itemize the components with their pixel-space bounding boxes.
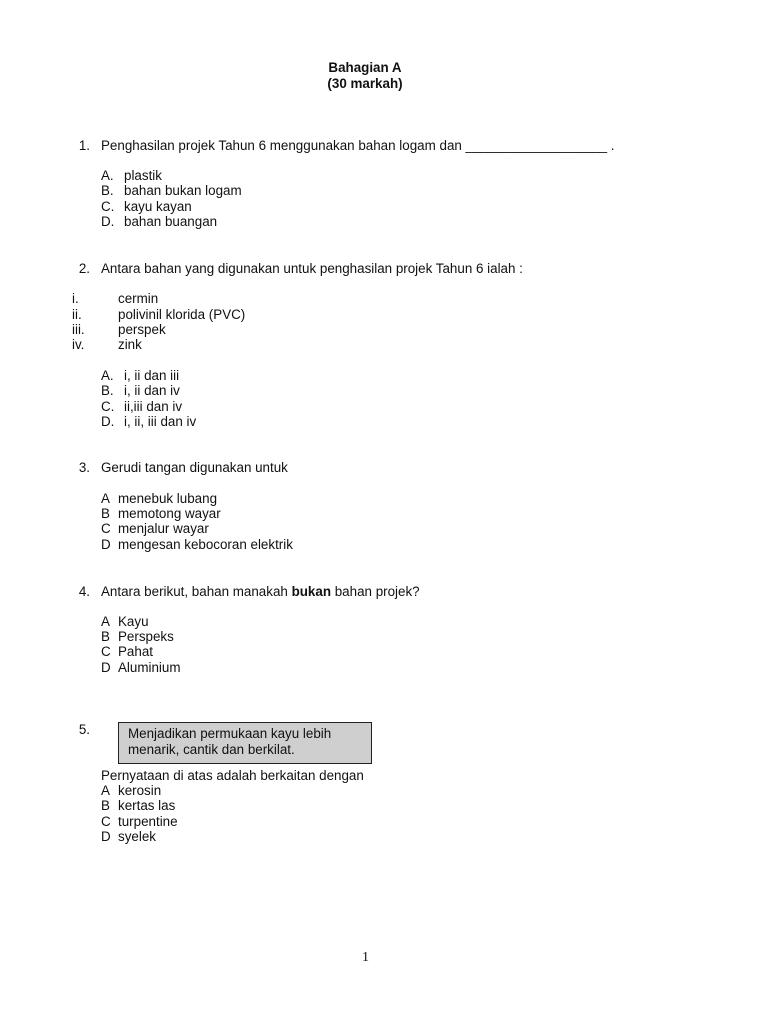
emphasis-word: bukan — [291, 584, 332, 599]
option-text: i, ii dan iii — [124, 368, 180, 383]
option-label: C. — [101, 199, 115, 214]
page-number: 1 — [362, 950, 369, 965]
option-label: A — [101, 614, 110, 629]
option-label: B — [101, 506, 110, 521]
option-text: i, ii dan iv — [124, 383, 180, 398]
option-text: menjalur wayar — [118, 521, 209, 536]
question-number: 2. — [78, 261, 90, 276]
option-text: mengesan kebocoran elektrik — [118, 537, 293, 552]
question-number: 4. — [78, 584, 90, 599]
option-text: syelek — [118, 829, 156, 844]
question-text: Pernyataan di atas adalah berkaitan dengan — [101, 768, 364, 783]
item-text: polivinil klorida (PVC) — [118, 307, 246, 322]
option-text: plastik — [124, 168, 162, 183]
option-text: ii,iii dan iv — [124, 399, 183, 414]
option-text: menebuk lubang — [118, 491, 218, 506]
option-text: bahan bukan logam — [124, 183, 242, 198]
question-text-end: bahan projek? — [331, 584, 420, 599]
item-label: i. — [72, 291, 79, 306]
option-text: Pahat — [118, 644, 153, 659]
question-text — [101, 584, 420, 599]
item-text: cermin — [118, 291, 159, 306]
option-label: D — [101, 537, 111, 552]
option-label: C — [101, 644, 111, 659]
option-text: kayu kayan — [124, 199, 192, 214]
option-label: D. — [101, 414, 115, 429]
statement-box: Menjadikan permukaan kayu lebih menarik, cantik dan berkilat. — [118, 722, 372, 764]
question-number: 5. — [78, 722, 90, 737]
option-text: Aluminium — [118, 660, 181, 675]
question-text-start: Antara berikut, bahan manakah — [101, 584, 292, 599]
option-label: A. — [101, 168, 114, 183]
option-label: B. — [101, 183, 114, 198]
option-label: B — [101, 798, 110, 813]
option-text: Kayu — [118, 614, 149, 629]
option-text: memotong wayar — [118, 506, 221, 521]
option-text: kertas las — [118, 798, 176, 813]
item-label: iv. — [72, 337, 85, 352]
item-label: iii. — [72, 322, 85, 337]
option-label: A — [101, 491, 110, 506]
section-title: Bahagian A — [328, 60, 402, 75]
option-label: C. — [101, 399, 115, 414]
option-label: A. — [101, 368, 114, 383]
option-label: D — [101, 829, 111, 844]
option-label: D — [101, 660, 111, 675]
option-label: B — [101, 629, 110, 644]
option-text: i, ii, iii dan iv — [124, 414, 197, 429]
question-text: Gerudi tangan digunakan untuk — [101, 460, 288, 475]
option-label: D. — [101, 214, 115, 229]
option-text: Perspeks — [118, 629, 174, 644]
question-number: 3. — [78, 460, 90, 475]
option-label: A — [101, 783, 110, 798]
item-text: perspek — [118, 322, 166, 337]
question-text: Antara bahan yang digunakan untuk penghasilan projek Tahun 6 ialah : — [101, 261, 523, 276]
option-label: C — [101, 521, 111, 536]
question-number: 1. — [78, 138, 90, 153]
option-text: turpentine — [118, 814, 178, 829]
option-label: B. — [101, 383, 114, 398]
option-text: bahan buangan — [124, 214, 218, 229]
option-text: kerosin — [118, 783, 162, 798]
section-marks: (30 markah) — [327, 76, 403, 91]
question-text: Penghasilan projek Tahun 6 menggunakan bahan logam dan ___________________ . — [101, 138, 615, 153]
option-label: C — [101, 814, 111, 829]
item-label: ii. — [72, 307, 82, 322]
item-text: zink — [118, 337, 142, 352]
